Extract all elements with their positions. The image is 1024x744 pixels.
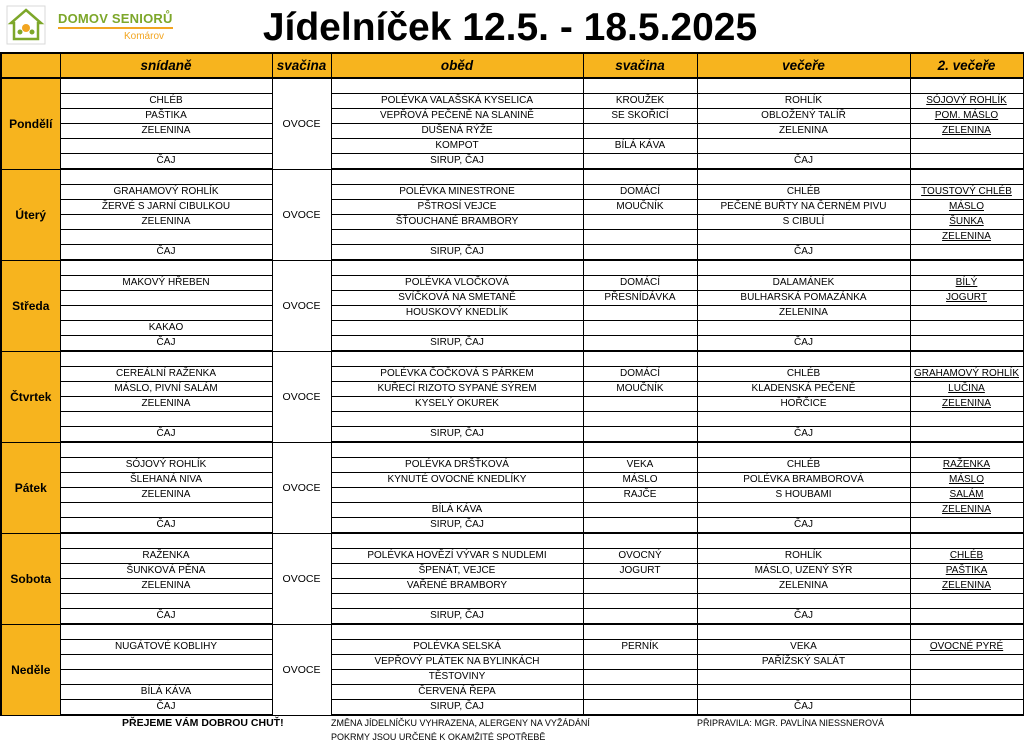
cell-svacina-2: DOMÁCÍ <box>583 185 697 200</box>
cell-snidane: ZELENINA <box>60 488 272 503</box>
cell-snidane: MAKOVÝ HŘEBEN <box>60 276 272 291</box>
header-row <box>1 53 1023 78</box>
cell-svacina-2 <box>583 518 697 534</box>
cell-vecere-2 <box>910 321 1023 336</box>
cell-vecere: ČAJ <box>697 700 910 716</box>
cell-obed <box>331 624 583 640</box>
cell-vecere-2: ZELENINA <box>910 124 1023 139</box>
brand-name: DOMOV SENIORŮ <box>58 11 173 26</box>
table-row <box>1 124 1023 139</box>
cell-snidane <box>60 594 272 609</box>
cell-vecere-2: POM. MÁSLO <box>910 109 1023 124</box>
header-corner <box>1 53 60 78</box>
cell-obed: SIRUP, ČAJ <box>331 518 583 534</box>
cell-svacina-1: OVOCE <box>272 442 331 533</box>
cell-vecere-2 <box>910 442 1023 458</box>
cell-vecere <box>697 139 910 154</box>
table-row <box>1 230 1023 245</box>
cell-vecere <box>697 78 910 94</box>
table-row <box>1 533 1023 549</box>
cell-snidane: GRAHAMOVÝ ROHLÍK <box>60 185 272 200</box>
table-row <box>1 215 1023 230</box>
cell-svacina-2 <box>583 533 697 549</box>
day-label: Úterý <box>1 169 60 260</box>
cell-vecere: POLÉVKA BRAMBOROVÁ <box>697 473 910 488</box>
day-label: Sobota <box>1 533 60 624</box>
cell-svacina-1: OVOCE <box>272 533 331 624</box>
cell-vecere: MÁSLO, UZENÝ SÝR <box>697 564 910 579</box>
cell-obed: KOMPOT <box>331 139 583 154</box>
cell-snidane: PAŠTIKA <box>60 109 272 124</box>
cell-vecere-2: MÁSLO <box>910 473 1023 488</box>
cell-vecere-2 <box>910 594 1023 609</box>
cell-obed: SIRUP, ČAJ <box>331 427 583 443</box>
cell-obed: POLÉVKA SELSKÁ <box>331 640 583 655</box>
cell-svacina-1: OVOCE <box>272 169 331 260</box>
cell-vecere-2: ZELENINA <box>910 503 1023 518</box>
cell-svacina-2 <box>583 306 697 321</box>
cell-vecere <box>697 169 910 185</box>
cell-obed: SIRUP, ČAJ <box>331 700 583 716</box>
cell-vecere: CHLÉB <box>697 458 910 473</box>
table-row <box>1 321 1023 336</box>
cell-snidane <box>60 78 272 94</box>
table-row <box>1 427 1023 443</box>
table-row <box>1 549 1023 564</box>
cell-svacina-2 <box>583 169 697 185</box>
cell-vecere-2 <box>910 412 1023 427</box>
table-row <box>1 200 1023 215</box>
table-row <box>1 397 1023 412</box>
cell-vecere-2 <box>910 670 1023 685</box>
table-row <box>1 700 1023 716</box>
cell-vecere: BULHARSKÁ POMAZÁNKA <box>697 291 910 306</box>
cell-svacina-2 <box>583 321 697 336</box>
table-row <box>1 139 1023 154</box>
day-label: Pondělí <box>1 78 60 169</box>
table-row <box>1 367 1023 382</box>
cell-obed <box>331 321 583 336</box>
cell-svacina-1: OVOCE <box>272 351 331 442</box>
cell-vecere: KLADENSKÁ PEČENĚ <box>697 382 910 397</box>
table-row <box>1 488 1023 503</box>
cell-vecere-2: PAŠTIKA <box>910 564 1023 579</box>
cell-svacina-2 <box>583 427 697 443</box>
brand-city: Komárov <box>124 31 165 42</box>
cell-obed <box>331 260 583 276</box>
cell-svacina-2 <box>583 154 697 170</box>
header-svacina-1: svačina <box>272 53 331 78</box>
cell-snidane: BÍLÁ KÁVA <box>60 685 272 700</box>
cell-snidane <box>60 412 272 427</box>
cell-vecere-2: OVOCNÉ PYRÉ <box>910 640 1023 655</box>
cell-obed <box>331 230 583 245</box>
cell-vecere-2: CHLÉB <box>910 549 1023 564</box>
cell-svacina-1: OVOCE <box>272 260 331 351</box>
cell-snidane: ŠUNKOVÁ PĚNA <box>60 564 272 579</box>
cell-snidane <box>60 230 272 245</box>
cell-svacina-2 <box>583 624 697 640</box>
cell-snidane: ČAJ <box>60 518 272 534</box>
cell-vecere-2 <box>910 336 1023 352</box>
day-label: Středa <box>1 260 60 351</box>
day-label: Čtvrtek <box>1 351 60 442</box>
cell-vecere <box>697 230 910 245</box>
cell-vecere-2: ZELENINA <box>910 230 1023 245</box>
cell-obed <box>331 169 583 185</box>
cell-obed: BÍLÁ KÁVA <box>331 503 583 518</box>
cell-vecere <box>697 412 910 427</box>
cell-obed: POLÉVKA VLOČKOVÁ <box>331 276 583 291</box>
cell-vecere: OBLOŽENÝ TALÍŘ <box>697 109 910 124</box>
table-row <box>1 640 1023 655</box>
table-row <box>1 306 1023 321</box>
cell-vecere-2 <box>910 700 1023 716</box>
cell-obed: POLÉVKA HOVĚZÍ VÝVAR S NUDLEMI <box>331 549 583 564</box>
cell-vecere: ZELENINA <box>697 579 910 594</box>
cell-snidane: ŽERVÉ S JARNÍ CIBULKOU <box>60 200 272 215</box>
cell-snidane: ČAJ <box>60 609 272 625</box>
footer-prepared: PŘIPRAVILA: MGR. PAVLÍNA NIESSNEROVÁ <box>697 718 885 728</box>
cell-obed: SIRUP, ČAJ <box>331 336 583 352</box>
house-logo-icon <box>6 5 46 45</box>
table-row <box>1 382 1023 397</box>
table-row <box>1 473 1023 488</box>
cell-vecere: ZELENINA <box>697 306 910 321</box>
table-row <box>1 624 1023 640</box>
cell-obed <box>331 351 583 367</box>
cell-svacina-2: JOGURT <box>583 564 697 579</box>
cell-vecere <box>697 624 910 640</box>
cell-vecere: ČAJ <box>697 336 910 352</box>
table-row <box>1 245 1023 261</box>
cell-snidane: NUGÁTOVÉ KOBLIHY <box>60 640 272 655</box>
table-row <box>1 609 1023 625</box>
table-row <box>1 336 1023 352</box>
cell-svacina-2 <box>583 670 697 685</box>
cell-snidane <box>60 306 272 321</box>
cell-obed: SIRUP, ČAJ <box>331 245 583 261</box>
cell-vecere-2 <box>910 245 1023 261</box>
cell-snidane <box>60 260 272 276</box>
cell-svacina-2: SE SKOŘICÍ <box>583 109 697 124</box>
cell-svacina-2 <box>583 230 697 245</box>
table-row <box>1 564 1023 579</box>
cell-svacina-2: DOMÁCÍ <box>583 276 697 291</box>
cell-svacina-2 <box>583 351 697 367</box>
cell-vecere-2: RAŽENKA <box>910 458 1023 473</box>
cell-snidane <box>60 351 272 367</box>
cell-snidane: ČAJ <box>60 700 272 716</box>
cell-svacina-2 <box>583 260 697 276</box>
header-snidane: snídaně <box>60 53 272 78</box>
cell-obed: KUŘECÍ RIZOTO SYPANÉ SÝREM <box>331 382 583 397</box>
cell-vecere-2 <box>910 169 1023 185</box>
table-row <box>1 154 1023 170</box>
cell-obed: SVÍČKOVÁ NA SMETANĚ <box>331 291 583 306</box>
cell-vecere-2 <box>910 533 1023 549</box>
footer-spacer <box>1 715 60 730</box>
table-row <box>1 412 1023 427</box>
cell-obed <box>331 78 583 94</box>
cell-vecere-2: ZELENINA <box>910 579 1023 594</box>
cell-svacina-2: BÍLÁ KÁVA <box>583 139 697 154</box>
cell-obed: DUŠENÁ RÝŽE <box>331 124 583 139</box>
cell-vecere: VEKA <box>697 640 910 655</box>
cell-vecere <box>697 685 910 700</box>
cell-snidane: ČAJ <box>60 336 272 352</box>
cell-svacina-2 <box>583 245 697 261</box>
cell-obed: ČERVENÁ ŘEPA <box>331 685 583 700</box>
cell-vecere-2: MÁSLO <box>910 200 1023 215</box>
cell-vecere: ČAJ <box>697 154 910 170</box>
cell-vecere <box>697 260 910 276</box>
cell-svacina-1: OVOCE <box>272 624 331 715</box>
cell-svacina-2 <box>583 78 697 94</box>
cell-vecere: ČAJ <box>697 427 910 443</box>
cell-svacina-1: OVOCE <box>272 78 331 169</box>
cell-svacina-2: PŘESNÍDÁVKA <box>583 291 697 306</box>
cell-vecere <box>697 670 910 685</box>
cell-vecere-2 <box>910 685 1023 700</box>
cell-svacina-2: KROUŽEK <box>583 94 697 109</box>
table-row <box>1 109 1023 124</box>
cell-snidane <box>60 655 272 670</box>
cell-vecere: ČAJ <box>697 609 910 625</box>
cell-snidane <box>60 291 272 306</box>
cell-snidane: ČAJ <box>60 154 272 170</box>
cell-snidane <box>60 503 272 518</box>
cell-obed <box>331 488 583 503</box>
cell-vecere-2 <box>910 609 1023 625</box>
table-row <box>1 503 1023 518</box>
cell-vecere: CHLÉB <box>697 185 910 200</box>
cell-obed: TĚSTOVINY <box>331 670 583 685</box>
cell-obed: SIRUP, ČAJ <box>331 609 583 625</box>
cell-vecere: CHLÉB <box>697 367 910 382</box>
cell-vecere-2: GRAHAMOVÝ ROHLÍK <box>910 367 1023 382</box>
brand-underline <box>58 27 173 29</box>
cell-obed: KYNUTÉ OVOCNÉ KNEDLÍKY <box>331 473 583 488</box>
cell-obed: VEPŘOVÝ PLÁTEK NA BYLINKÁCH <box>331 655 583 670</box>
cell-snidane <box>60 533 272 549</box>
cell-snidane <box>60 139 272 154</box>
cell-svacina-2 <box>583 397 697 412</box>
footer-note-1: ZMĚNA JÍDELNÍČKU VYHRAZENA, ALERGENY NA VYŽÁDÁNÍ <box>331 718 590 728</box>
cell-svacina-2: PERNÍK <box>583 640 697 655</box>
cell-vecere <box>697 594 910 609</box>
cell-obed <box>331 412 583 427</box>
cell-vecere: HOŘČICE <box>697 397 910 412</box>
table-row <box>1 94 1023 109</box>
cell-svacina-2 <box>583 215 697 230</box>
cell-obed: KYSELÝ OKUREK <box>331 397 583 412</box>
cell-svacina-2 <box>583 655 697 670</box>
cell-vecere-2: SALÁM <box>910 488 1023 503</box>
footer-note-2: POKRMY JSOU URČENÉ K OKAMŽITÉ SPOTŘEBĚ <box>331 732 546 742</box>
cell-snidane <box>60 169 272 185</box>
cell-snidane <box>60 442 272 458</box>
table-row <box>1 655 1023 670</box>
cell-vecere-2 <box>910 624 1023 640</box>
cell-svacina-2: OVOCNÝ <box>583 549 697 564</box>
cell-vecere-2 <box>910 655 1023 670</box>
cell-svacina-2 <box>583 412 697 427</box>
cell-snidane <box>60 624 272 640</box>
cell-svacina-2: DOMÁCÍ <box>583 367 697 382</box>
cell-vecere-2 <box>910 78 1023 94</box>
table-row <box>1 276 1023 291</box>
cell-snidane <box>60 670 272 685</box>
table-row <box>1 351 1023 367</box>
cell-vecere: ČAJ <box>697 518 910 534</box>
cell-svacina-2 <box>583 579 697 594</box>
cell-obed <box>331 533 583 549</box>
table-row <box>1 185 1023 200</box>
table-row <box>1 169 1023 185</box>
cell-vecere: DALAMÁNEK <box>697 276 910 291</box>
table-row <box>1 670 1023 685</box>
table-row <box>1 594 1023 609</box>
cell-vecere: PEČENÉ BUŘTY NA ČERNÉM PIVU <box>697 200 910 215</box>
cell-snidane: CHLÉB <box>60 94 272 109</box>
cell-obed: ŠŤOUCHANÉ BRAMBORY <box>331 215 583 230</box>
day-label: Neděle <box>1 624 60 715</box>
table-row <box>1 442 1023 458</box>
header-obed: oběd <box>331 53 583 78</box>
cell-vecere: ČAJ <box>697 245 910 261</box>
day-label: Pátek <box>1 442 60 533</box>
cell-svacina-2 <box>583 594 697 609</box>
cell-vecere: ROHLÍK <box>697 94 910 109</box>
cell-vecere-2: ŠUNKA <box>910 215 1023 230</box>
cell-snidane: MÁSLO, PIVNÍ SALÁM <box>60 382 272 397</box>
cell-snidane: ZELENINA <box>60 397 272 412</box>
logo <box>6 5 181 45</box>
header-vecere: večeře <box>697 53 910 78</box>
footer-row <box>1 715 1023 730</box>
cell-svacina-2 <box>583 685 697 700</box>
page-title: Jídelníček 12.5. - 18.5.2025 <box>262 6 758 49</box>
cell-vecere-2 <box>910 306 1023 321</box>
cell-svacina-2 <box>583 336 697 352</box>
cell-svacina-2: MOUČNÍK <box>583 382 697 397</box>
footer-wish: PŘEJEME VÁM DOBROU CHUŤ! <box>122 717 284 729</box>
cell-vecere: PAŘÍŽSKÝ SALÁT <box>697 655 910 670</box>
table-row <box>1 260 1023 276</box>
cell-snidane: ČAJ <box>60 245 272 261</box>
cell-snidane: CEREÁLNÍ RAŽENKA <box>60 367 272 382</box>
cell-obed: HOUSKOVÝ KNEDLÍK <box>331 306 583 321</box>
cell-snidane: ŠLEHANÁ NIVA <box>60 473 272 488</box>
cell-snidane: ZELENINA <box>60 124 272 139</box>
cell-vecere-2 <box>910 154 1023 170</box>
cell-obed: VEPŘOVÁ PEČENĚ NA SLANINĚ <box>331 109 583 124</box>
cell-vecere: ZELENINA <box>697 124 910 139</box>
cell-obed: ŠPENÁT, VEJCE <box>331 564 583 579</box>
cell-vecere <box>697 533 910 549</box>
table-row <box>1 458 1023 473</box>
header-svacina-2: svačina <box>583 53 697 78</box>
cell-snidane: SÓJOVÝ ROHLÍK <box>60 458 272 473</box>
cell-svacina-2 <box>583 442 697 458</box>
cell-vecere-2 <box>910 427 1023 443</box>
cell-vecere-2 <box>910 260 1023 276</box>
cell-vecere-2 <box>910 518 1023 534</box>
cell-svacina-2 <box>583 609 697 625</box>
cell-svacina-2: VEKA <box>583 458 697 473</box>
cell-snidane: ZELENINA <box>60 579 272 594</box>
cell-snidane: ZELENINA <box>60 215 272 230</box>
cell-obed <box>331 594 583 609</box>
cell-vecere-2: JOGURT <box>910 291 1023 306</box>
table-row <box>1 291 1023 306</box>
cell-snidane: ČAJ <box>60 427 272 443</box>
table-row <box>1 579 1023 594</box>
cell-vecere-2: SÓJOVÝ ROHLÍK <box>910 94 1023 109</box>
table-row <box>1 685 1023 700</box>
cell-vecere <box>697 442 910 458</box>
cell-vecere <box>697 321 910 336</box>
cell-snidane: RAŽENKA <box>60 549 272 564</box>
cell-obed: PŠTROSÍ VEJCE <box>331 200 583 215</box>
cell-obed: SIRUP, ČAJ <box>331 154 583 170</box>
cell-vecere <box>697 351 910 367</box>
cell-svacina-2: RAJČE <box>583 488 697 503</box>
cell-vecere-2 <box>910 139 1023 154</box>
cell-vecere-2: BÍLÝ <box>910 276 1023 291</box>
cell-obed: VAŘENÉ BRAMBORY <box>331 579 583 594</box>
cell-svacina-2: MOUČNÍK <box>583 200 697 215</box>
header-vecere-2: 2. večeře <box>910 53 1023 78</box>
cell-obed: POLÉVKA DRŠŤKOVÁ <box>331 458 583 473</box>
table-row <box>1 78 1023 94</box>
cell-vecere: ROHLÍK <box>697 549 910 564</box>
cell-vecere: S CIBULÍ <box>697 215 910 230</box>
cell-svacina-2 <box>583 503 697 518</box>
cell-vecere-2: ZELENINA <box>910 397 1023 412</box>
cell-obed: POLÉVKA MINESTRONE <box>331 185 583 200</box>
cell-svacina-2 <box>583 124 697 139</box>
cell-vecere-2: TOUSTOVÝ CHLÉB <box>910 185 1023 200</box>
cell-obed: POLÉVKA VALAŠSKÁ KYSELICA <box>331 94 583 109</box>
cell-vecere-2 <box>910 351 1023 367</box>
cell-obed <box>331 442 583 458</box>
cell-snidane: KAKAO <box>60 321 272 336</box>
cell-svacina-2: MÁSLO <box>583 473 697 488</box>
table-row <box>1 518 1023 534</box>
menu-table <box>0 52 1024 744</box>
cell-vecere-2: LUČINA <box>910 382 1023 397</box>
cell-svacina-2 <box>583 700 697 716</box>
cell-obed: POLÉVKA ČOČKOVÁ S PÁRKEM <box>331 367 583 382</box>
cell-vecere: S HOUBAMI <box>697 488 910 503</box>
cell-vecere <box>697 503 910 518</box>
